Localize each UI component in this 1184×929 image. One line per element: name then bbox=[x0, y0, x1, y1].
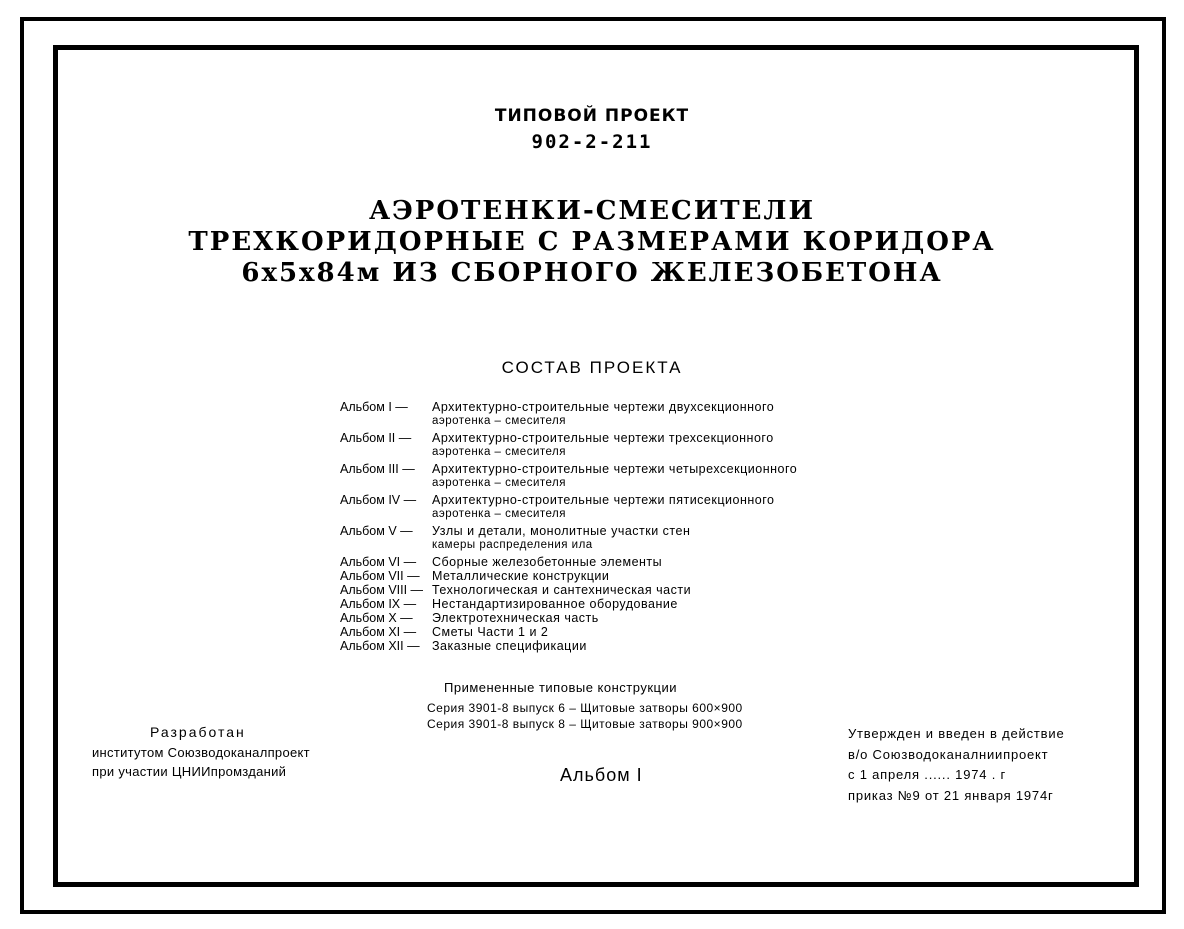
album-item bbox=[340, 555, 797, 569]
approval-line-1: Утвержден и введен в действие bbox=[848, 726, 1065, 741]
album-label: Альбом VII — bbox=[340, 569, 420, 583]
album-item bbox=[340, 431, 797, 459]
album-text: Узлы и детали, монолитные участки стен bbox=[432, 524, 691, 538]
album-text: Сборные железобетонные элементы bbox=[432, 555, 663, 569]
album-label: Альбом IX — bbox=[340, 597, 417, 611]
album-label: Альбом XI — bbox=[340, 625, 417, 639]
composition-heading: СОСТАВ ПРОЕКТА bbox=[501, 358, 683, 377]
project-type: ТИПОВОЙ ПРОЕКТ bbox=[494, 106, 690, 126]
applied-constructions-heading: Примененные типовые конструкции bbox=[444, 680, 677, 695]
album-item bbox=[340, 462, 797, 490]
album-label: Альбом VIII — bbox=[340, 583, 424, 597]
album-text: Заказные спецификации bbox=[432, 639, 587, 653]
album-item bbox=[340, 639, 797, 653]
title-line-1: АЭРОТЕНКИ-СМЕСИТЕЛИ bbox=[368, 196, 816, 226]
album-text: Технологическая и сантехническая части bbox=[432, 583, 692, 597]
album-label: Альбом V — bbox=[340, 524, 413, 538]
album-subtext: аэротенка – смесителя bbox=[432, 508, 566, 520]
album-subtext: аэротенка – смесителя bbox=[432, 446, 566, 458]
album-text: Сметы Части 1 и 2 bbox=[432, 625, 549, 639]
album-list bbox=[340, 400, 797, 653]
approval-line-3: с 1 апреля ...... 1974 . г bbox=[848, 767, 1007, 782]
project-number: 902-2-211 bbox=[531, 131, 653, 153]
title-line-2: ТРЕХКОРИДОРНЫЕ С РАЗМЕРАМИ КОРИДОРА bbox=[188, 227, 996, 257]
title-line-3: 6x5x84м ИЗ СБОРНОГО ЖЕЛЕЗОБЕТОНА bbox=[241, 258, 943, 288]
developer-title: Разработан bbox=[150, 724, 246, 740]
album-item bbox=[340, 524, 797, 552]
album-text: Архитектурно-строительные чертежи двухсекционного bbox=[432, 400, 775, 414]
approval-line-4: приказ №9 от 21 января 1974г bbox=[848, 788, 1054, 803]
album-item bbox=[340, 583, 797, 597]
approval-line-2: в/о Союзводоканалниипроект bbox=[848, 747, 1049, 762]
album-item bbox=[340, 400, 797, 428]
album-label-main: Альбом I bbox=[560, 765, 643, 785]
album-subtext: аэротенка – смесителя bbox=[432, 415, 566, 427]
album-item bbox=[340, 493, 797, 521]
album-label: Альбом VI — bbox=[340, 555, 417, 569]
album-label: Альбом XII — bbox=[340, 639, 420, 653]
album-text: Архитектурно-строительные чертежи пятисекционного bbox=[432, 493, 775, 507]
album-item bbox=[340, 611, 797, 625]
developer-line-2: при участии ЦНИИпромзданий bbox=[92, 764, 287, 779]
series-line-1: Серия 3901-8 выпуск 6 – Щитовые затворы 600×900 bbox=[427, 701, 743, 715]
album-label: Альбом III — bbox=[340, 462, 415, 476]
album-item bbox=[340, 625, 797, 639]
album-text: Металлические конструкции bbox=[432, 569, 610, 583]
album-label: Альбом X — bbox=[340, 611, 413, 625]
album-label: Альбом II — bbox=[340, 431, 412, 445]
album-label: Альбом IV — bbox=[340, 493, 417, 507]
album-text: Архитектурно-строительные чертежи четырехсекционного bbox=[432, 462, 798, 476]
developer-line-1: институтом Союзводоканалпроект bbox=[92, 745, 310, 760]
album-text: Электротехническая часть bbox=[432, 611, 599, 625]
album-item bbox=[340, 597, 797, 611]
album-item bbox=[340, 569, 797, 583]
series-line-2: Серия 3901-8 выпуск 8 – Щитовые затворы 900×900 bbox=[427, 717, 743, 731]
album-subtext: камеры распределения ила bbox=[432, 539, 593, 551]
album-subtext: аэротенка – смесителя bbox=[432, 477, 566, 489]
album-text: Архитектурно-строительные чертежи трехсекционного bbox=[432, 431, 774, 445]
album-label: Альбом I — bbox=[340, 400, 408, 414]
album-text: Нестандартизированное оборудование bbox=[432, 597, 678, 611]
